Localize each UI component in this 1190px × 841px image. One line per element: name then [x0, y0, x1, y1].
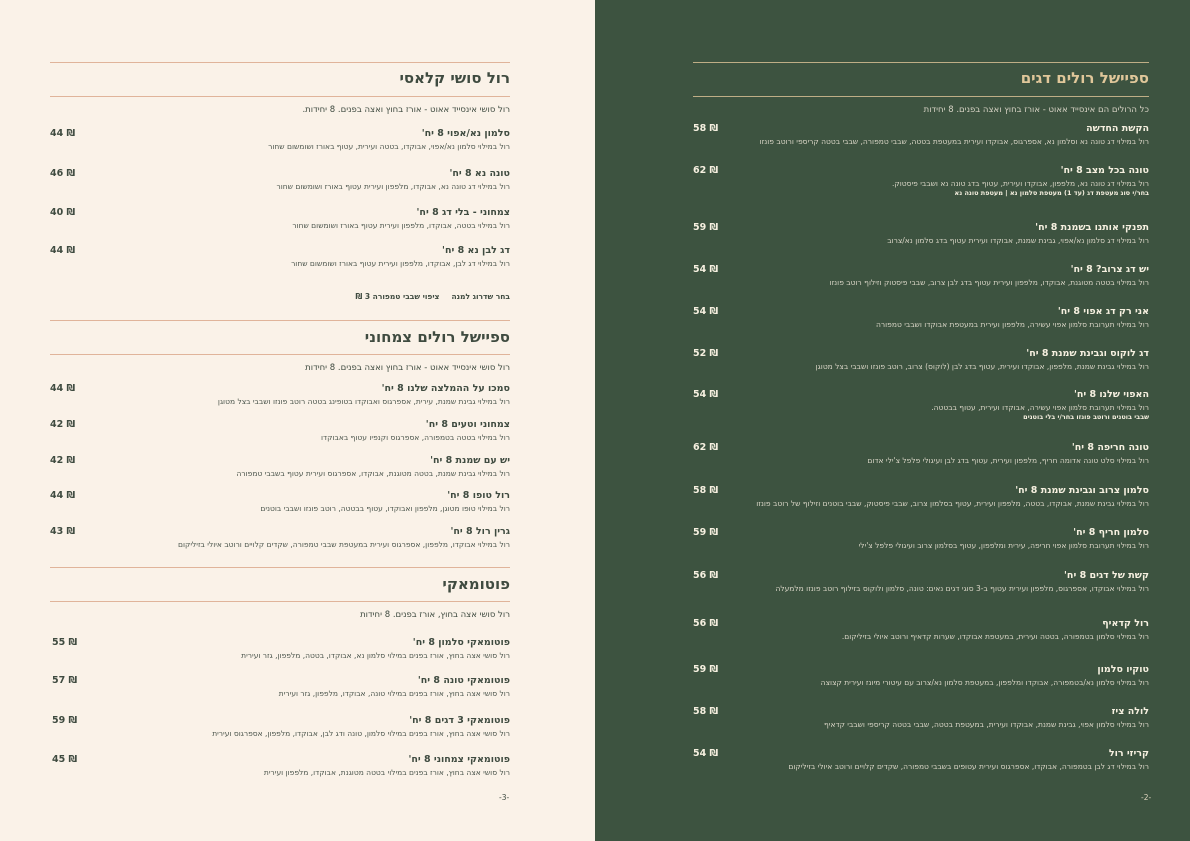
item-price: 58 ₪	[693, 485, 719, 496]
menu-item	[50, 674, 510, 699]
section-futomaki	[50, 567, 510, 621]
item-name: אני רק דג אפוי 8 יח'	[1057, 306, 1149, 317]
item-name: פוטומאקי טונה 8 יח'	[417, 675, 510, 686]
item-price: 57 ₪	[52, 675, 78, 686]
item-description: רול במילוי דג לבן, אבוקדו, מלפפון ועירית עטוף באורז ושומשום שחור	[291, 259, 510, 268]
item-description: רול במילוי תערובת סלמון אפוי עשירה, מלפפון ועירית במעטפת אבוקדו ושבבי טמפורה	[876, 320, 1149, 329]
item-description: רול במילוי סלמון בטמפורה, בטטה ועירית, במעטפת אבוקדו, שערות קדאיף ורוטב איולי בזיליקום.	[841, 632, 1149, 641]
item-name: טונה חריפה 8 יח'	[1071, 442, 1149, 453]
item-price: 54 ₪	[693, 748, 719, 759]
section-veggie-rolls	[50, 320, 510, 374]
item-price: 40 ₪	[50, 207, 76, 218]
menu-item	[693, 617, 1149, 642]
item-note: בחר/י סוג מעטפת דג (עד 1) מעטפת סלמון נא | מעטפת טונה נא	[954, 189, 1149, 197]
item-price: 42 ₪	[50, 419, 76, 430]
item-description: רול במילוי סלמון נא/בטמפורה, אבוקדו ומלפפון, במעטפת סלמון נא/צרוב עם עיטורי מיונז ועירית קצוצה	[820, 678, 1149, 687]
item-price: 44 ₪	[50, 128, 76, 139]
item-price: 52 ₪	[693, 348, 719, 359]
menu-item	[693, 747, 1149, 772]
item-name: רול קדאיף	[1102, 618, 1149, 629]
section-divider	[693, 62, 1149, 63]
item-name: סלמון נא/אפוי 8 יח'	[421, 128, 510, 139]
item-price: 59 ₪	[693, 527, 719, 538]
section-subtitle: רול סושי אינסייד אאוט - אורז בחוץ ואצה בפנים. 8 יחידות.	[302, 105, 510, 115]
item-description: רול סושי אצה בחוץ, אורז בפנים במילוי טונה, אבוקדו, מלפפון, גזר ועירית	[278, 689, 510, 698]
item-name: סלמון צרוב וגבינת שמנת 8 יח'	[1015, 485, 1149, 496]
item-name: האפוי שלנו 8 יח'	[1073, 389, 1149, 400]
item-price: 54 ₪	[693, 264, 719, 275]
page-number: -2-	[1141, 793, 1152, 802]
item-note: שבבי בוטנים ורוטב פונזו בחר/י בלי בוטנים	[1023, 413, 1149, 421]
item-description: רול במילוי סלט טונה אדומה חריף, מלפפון ועירית, עטוף בדג לבן ועיגולי פלפל צ'ילי אדום	[867, 456, 1149, 465]
section-divider	[50, 567, 510, 568]
item-name: קשת של דגים 8 יח'	[1064, 570, 1149, 581]
item-description: רול במילוי אבוקדו, מלפפון, אספרגוס ועירית במעטפת שבבי טמפורה, שקדים קלויים ורוטב איולי בזיליקום	[178, 540, 510, 549]
section-title: ספיישל רולים דגים	[1020, 69, 1149, 87]
section-fish-special-rolls	[693, 62, 1149, 116]
menu-item	[50, 244, 510, 269]
item-price: 44 ₪	[50, 383, 76, 394]
item-description: רול במילוי סלמון אפוי, גבינת שמנת, אבוקדו ועירית, במעטפת בטטה, שבבי בטטה קריספי ושבבי קדאיף	[823, 720, 1149, 729]
item-description: רול במילוי גבינת שמנת, אבוקדו, בטטה, מלפפון ועירית, עטוף בסלמון צרוב, שבבי פיסטוק, שבבי בוטנים וזילוף של רוטב פונזו	[756, 499, 1149, 508]
item-name: פוטומאקי צמחוני 8 יח'	[408, 754, 510, 765]
item-description: רול סושי אצה בחוץ, אורז בפנים במילוי סלמון נא, אבוקדו, בטטה, מלפפון, גזר ועירית	[241, 651, 510, 660]
item-description: רול במילוי אבוקדו, אספרגוס, מלפפון ועירית עטוף ב-3 סוגי דגים נאים: טונה, סלמון ולוקוס בזילוף רוטב פונזו מלמעלה	[775, 584, 1149, 593]
item-price: 59 ₪	[52, 715, 78, 726]
item-name: פוטומאקי סלמון 8 יח'	[412, 637, 510, 648]
item-description: רול במילוי סלמון נא/אפוי, אבוקדו, בטטה ועירית, עטוף באורז ושומשום שחור	[268, 142, 510, 151]
section-divider	[50, 96, 510, 97]
menu-item	[693, 388, 1149, 422]
item-price: 45 ₪	[52, 754, 78, 765]
item-name: תפנקי אותנו בשמנת 8 יח'	[1035, 222, 1149, 233]
item-name: לולה ציז	[1111, 706, 1149, 717]
item-price: 56 ₪	[693, 618, 719, 629]
item-description: רול במילוי גבינת שמנת, מלפפון, אבוקדו ועירית, עטוף בדג לבן (לוקוס) צרוב, רוטב פונזו ושבבי בצל מטוגן	[815, 362, 1149, 371]
menu-item	[693, 263, 1149, 288]
menu-item	[50, 127, 510, 152]
menu-item	[50, 714, 510, 739]
section-title: ספיישל רולים צמחוני	[364, 328, 510, 346]
menu-item	[693, 705, 1149, 730]
item-name: קריזי רול	[1108, 748, 1149, 759]
item-name: הקשת החדשה	[1086, 123, 1149, 134]
item-price: 54 ₪	[693, 306, 719, 317]
item-name: דג לבן נא 8 יח'	[442, 245, 510, 256]
section-divider	[50, 62, 510, 63]
item-price: 55 ₪	[52, 637, 78, 648]
menu-page-right	[595, 0, 1190, 841]
section-classic-rolls	[50, 62, 510, 116]
upgrade-option: ציפוי שבבי טמפורה 3 ₪	[355, 292, 440, 301]
item-name: יש דג צרוב? 8 יח'	[1070, 264, 1149, 275]
section-divider	[50, 354, 510, 355]
menu-item	[693, 122, 1149, 147]
menu-item	[50, 489, 510, 514]
item-name: גרין רול 8 יח'	[450, 526, 510, 537]
item-description: רול במילוי דג לבן בטמפורה, אבוקדו, אספרגוס ועירית עטופים בשבבי טמפורה, שקדים קלויים ורוטב איולי בזיליקום	[788, 762, 1149, 771]
menu-item	[50, 636, 510, 661]
menu-item	[50, 167, 510, 192]
menu-item	[50, 454, 510, 479]
upgrade-label: בחר שדרוג למנה	[451, 292, 510, 301]
item-name: טוקיו סלמון	[1097, 664, 1149, 675]
menu-item	[50, 418, 510, 443]
item-description: רול במילוי תערובת סלמון אפוי חריפה, עירית ומלפפון, עטוף בסלמון צרוב ועיגולי פלפל צ'ילי	[858, 541, 1149, 550]
section-subtitle: כל הרולים הם אינסייד אאוט - אורז בחוץ ואצה בפנים. 8 יחידות	[923, 105, 1149, 115]
section-divider	[693, 96, 1149, 97]
item-name: סמכו על ההמלצה שלנו 8 יח'	[381, 383, 510, 394]
section-subtitle: רול סושי אינסייד אאוט - אורז בחוץ ואצה בפנים. 8 יחידות	[305, 363, 510, 373]
section-title: רול סושי קלאסי	[399, 69, 510, 87]
item-price: 58 ₪	[693, 123, 719, 134]
item-name: צמחוני - בלי דג 8 יח'	[416, 207, 510, 218]
item-description: רול במילוי דג טונה נא וסלמון נא, אספרגוס, אבוקדו ועירית במעטפת בטטה, שבבי טמפורה, שבבי בטטה קריספי ורוטב פונזו	[759, 137, 1149, 146]
item-description: רול במילוי טופו מטוגן, מלפפון ואבוקדו, עטוף בבטטה, רוטב פונזו ושבבי בוטנים	[260, 504, 510, 513]
item-price: 62 ₪	[693, 165, 719, 176]
item-description: רול במילוי דג סלמון נא/אפוי, גבינת שמנת, אבוקדו ועירית עטוף בדג סלמון נא/צרוב	[887, 236, 1149, 245]
menu-item	[693, 347, 1149, 372]
page-number: -3-	[499, 793, 510, 802]
item-price: 59 ₪	[693, 664, 719, 675]
item-description: רול סושי אצה בחוץ, אורז בפנים במילוי סלמון, טונה ודג לבן, אבוקדו, מלפפון, אספרגוס ועירית	[212, 729, 510, 738]
item-description: רול במילוי בטטה, אבוקדו, מלפפון ועירית עטוף באורז ושומשום שחור	[292, 221, 510, 230]
menu-item	[693, 663, 1149, 688]
item-name: יש עם שמנת 8 יח'	[430, 455, 510, 466]
item-price: 43 ₪	[50, 526, 76, 537]
item-description: רול במילוי בטטה בטמפורה, אספרגוס וקנפיו עטוף באבוקדו	[321, 433, 510, 442]
menu-item	[693, 569, 1149, 594]
menu-item	[50, 382, 510, 407]
section-subtitle: רול סושי אצה בחוץ, אורז בפנים. 8 יחידות	[360, 610, 510, 620]
item-price: 59 ₪	[693, 222, 719, 233]
menu-item	[50, 525, 510, 550]
item-description: רול במילוי גבינת שמנת, בטטה מטוגנת, אבוקדו, אספרגוס ועירית עטוף בשבבי טמפורה	[236, 469, 510, 478]
menu-item	[693, 441, 1149, 466]
item-name: דג לוקוס וגבינת שמנת 8 יח'	[1026, 348, 1149, 359]
item-name: צמחוני וטעים 8 יח'	[425, 419, 510, 430]
item-price: 58 ₪	[693, 706, 719, 717]
item-name: פוטומאקי 3 דגים 8 יח'	[409, 715, 510, 726]
item-name: סלמון חריף 8 יח'	[1073, 527, 1149, 538]
item-price: 42 ₪	[50, 455, 76, 466]
item-description: רול סושי אצה בחוץ, אורז בפנים במילוי בטטה מטוגנת, אבוקדו, מלפפון ועירית	[263, 768, 510, 777]
menu-item	[693, 305, 1149, 330]
menu-item	[693, 164, 1149, 198]
menu-item	[50, 206, 510, 231]
item-name: טונה בכל מצב 8 יח'	[1060, 165, 1149, 176]
item-price: 44 ₪	[50, 490, 76, 501]
item-description: רול במילוי בטטה מטוגנת, אבוקדו, מלפפון ועירית עטוף בדג לבן צרוב, שבבי פיסטוק וזילוף רוטב פונזו	[829, 278, 1149, 287]
item-description: רול במילוי דג טונה נא, מלפפון, אבוקדו ועירית, עטוף בדג טונה נא ושבבי פיסטוק.	[892, 179, 1149, 188]
item-price: 44 ₪	[50, 245, 76, 256]
item-price: 46 ₪	[50, 168, 76, 179]
item-price: 54 ₪	[693, 389, 719, 400]
section-divider	[50, 601, 510, 602]
item-price: 56 ₪	[693, 570, 719, 581]
menu-item	[693, 221, 1149, 246]
menu-item	[50, 753, 510, 778]
section-divider	[50, 320, 510, 321]
item-description: רול במילוי דג טונה נא, אבוקדו, מלפפון ועירית עטוף באורז ושומשום שחור	[276, 182, 510, 191]
section-title: פוטומאקי	[442, 575, 510, 593]
item-description: רול במילוי תערובת סלמון אפוי עשירה, אבוקדו ועירית, עטוף בבטטה.	[931, 403, 1149, 412]
menu-item	[693, 526, 1149, 551]
upgrade-options	[355, 292, 510, 301]
item-price: 62 ₪	[693, 442, 719, 453]
item-name: רול טופו 8 יח'	[447, 490, 510, 501]
item-description: רול במילוי גבינת שמנת, עירית, אספרגוס ואבוקדו בטופינג בטטה רוטב פונזו ושבבי בצל מטוגן	[217, 397, 510, 406]
menu-item	[693, 484, 1149, 509]
item-name: טונה נא 8 יח'	[449, 168, 510, 179]
